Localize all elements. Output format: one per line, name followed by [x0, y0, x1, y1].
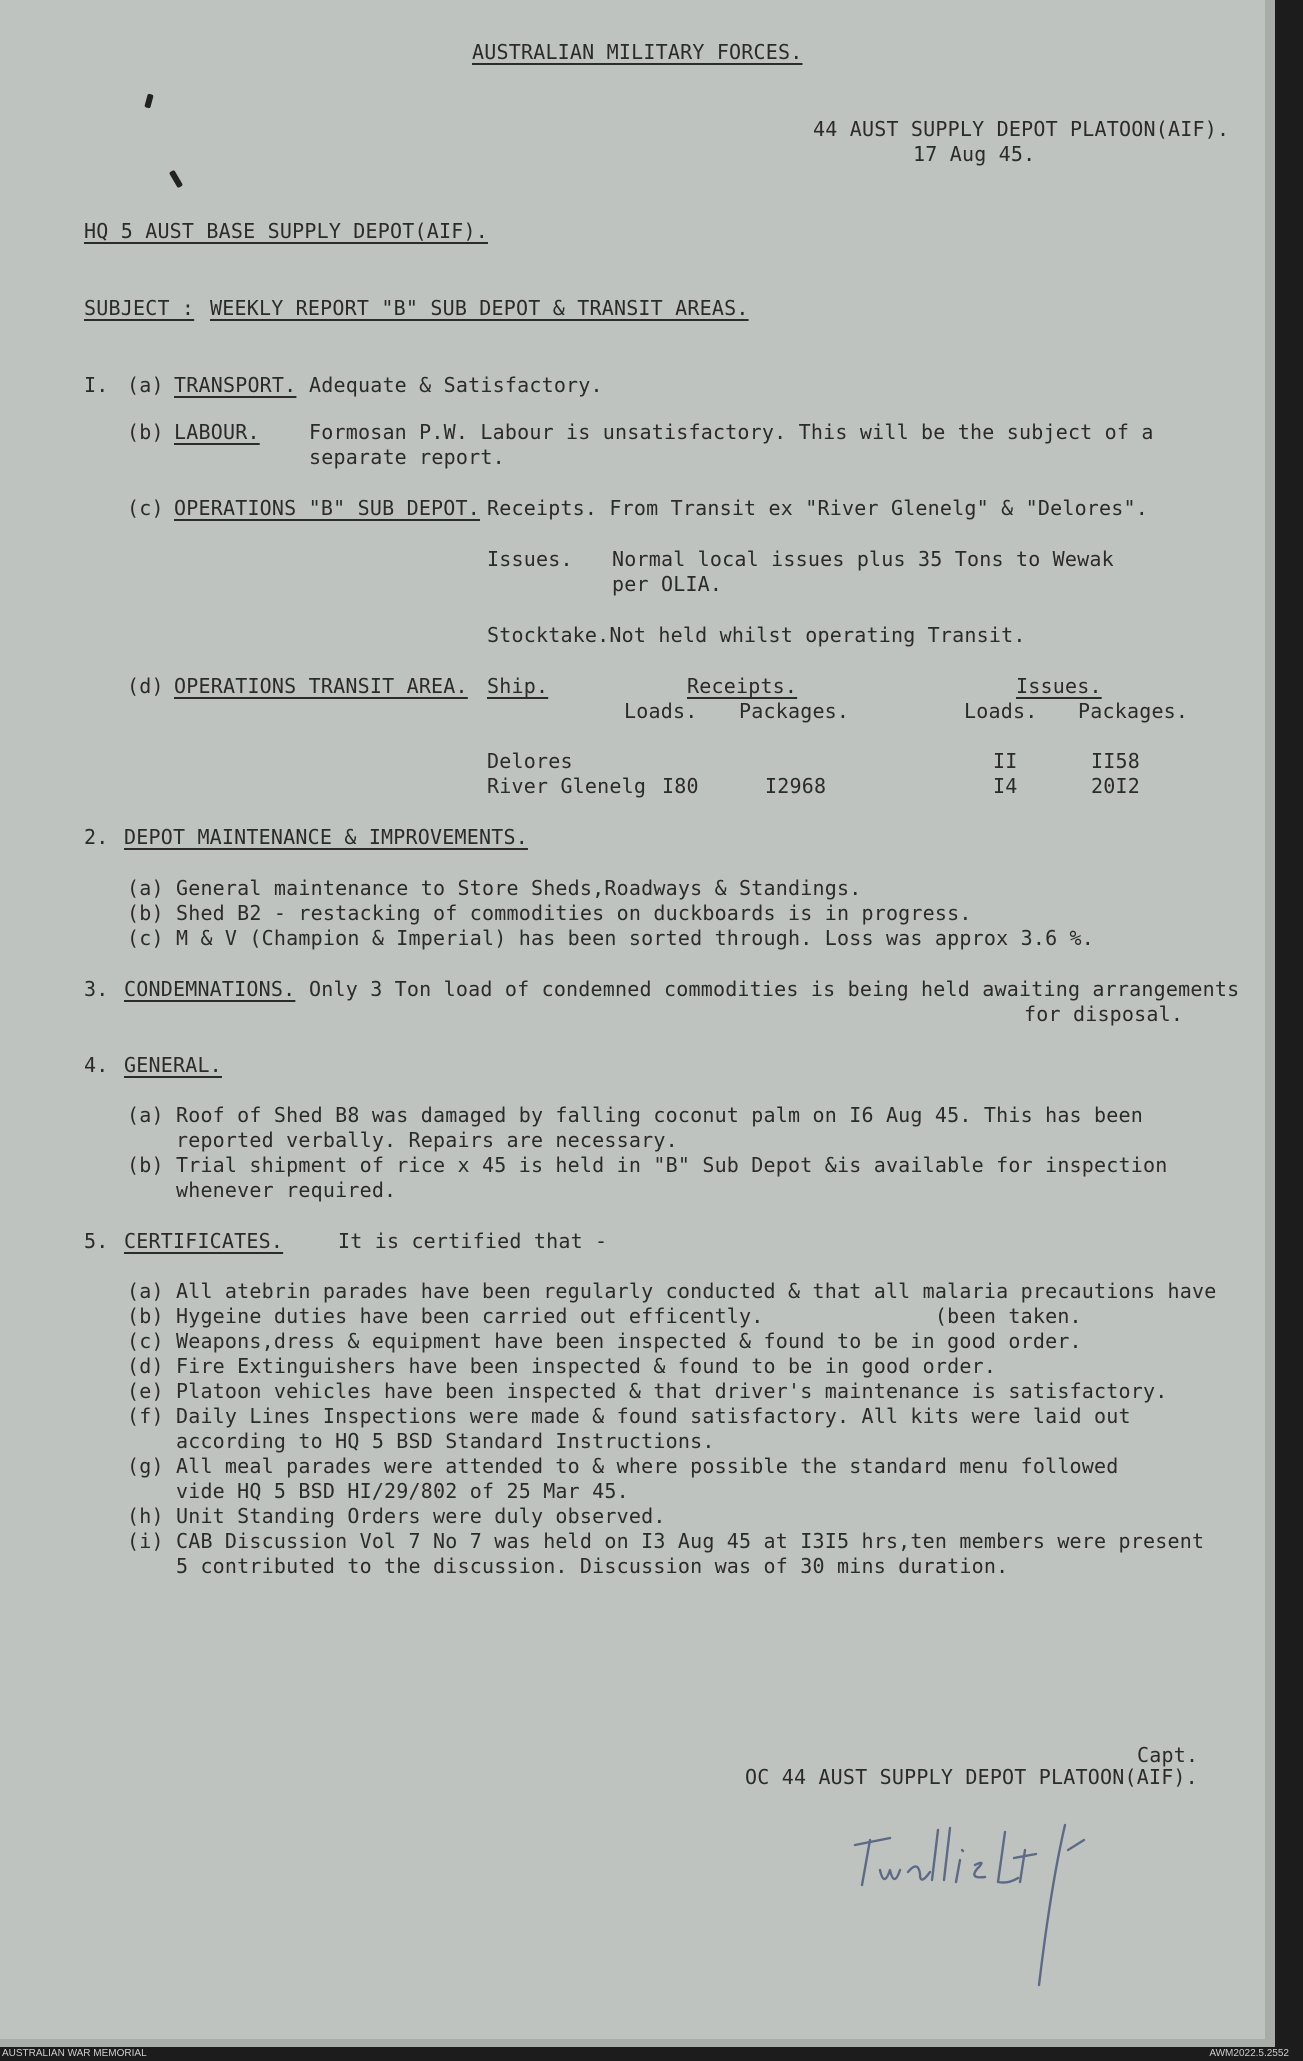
- section-1c-stocktake: Stocktake.Not held whilst operating Transit.: [487, 623, 1026, 647]
- section-1d-letter: (d): [127, 674, 164, 698]
- section-5-line: 5 contributed to the discussion. Discussion was of 30 mins duration.: [127, 1554, 1009, 1578]
- section-5-line: (d) Fire Extinguishers have been inspected & found to be in good order.: [127, 1354, 997, 1378]
- transit-ship-header: Ship.: [487, 674, 549, 698]
- section-4-line: (a) Roof of Shed B8 was damaged by falling coconut palm on I6 Aug 45. This has been: [127, 1103, 1144, 1127]
- section-5-line: (f) Daily Lines Inspections were made & found satisfactory. All kits were laid out: [127, 1404, 1131, 1428]
- section-5-line: (c) Weapons,dress & equipment have been inspected & found to be in good order.: [127, 1329, 1082, 1353]
- section-4-heading: GENERAL.: [124, 1053, 222, 1077]
- section-5-line: (h) Unit Standing Orders were duly observed.: [127, 1504, 666, 1528]
- section-1c-issues-line: per OLIA.: [612, 572, 723, 596]
- ink-mark: [144, 93, 153, 108]
- transit-receipts-loads-header: Loads.: [624, 699, 698, 723]
- transit-receipts-packages-header: Packages.: [739, 699, 850, 723]
- section-5-line: vide HQ 5 BSD HI/29/802 of 25 Mar 45.: [127, 1479, 629, 1503]
- section-1b-line: separate report.: [309, 445, 505, 469]
- section-4-line: whenever required.: [127, 1178, 397, 1202]
- section-1a-text: Adequate & Satisfactory.: [309, 373, 603, 397]
- section-5-line: (i) CAB Discussion Vol 7 No 7 was held on I3 Aug 45 at I3I5 hrs,ten members were present: [127, 1529, 1205, 1553]
- section-1b-heading: LABOUR.: [174, 420, 260, 444]
- handwritten-signature: [850, 1810, 1210, 2010]
- section-4-number: 4.: [84, 1053, 109, 1077]
- page-edge-bottom: [0, 2039, 1275, 2047]
- section-4-line: reported verbally. Repairs are necessary.: [127, 1128, 678, 1152]
- section-1-number: I.: [84, 373, 109, 397]
- transit-issue-loads: I4: [993, 774, 1018, 798]
- transit-issue-loads: II: [993, 749, 1018, 773]
- transit-ship: Delores: [487, 749, 573, 773]
- section-1d-heading: OPERATIONS TRANSIT AREA.: [174, 674, 468, 698]
- document-date: 17 Aug 45.: [913, 142, 1036, 166]
- section-1c-letter: (c): [127, 496, 164, 520]
- footer-credit: AUSTRALIAN WAR MEMORIAL: [2, 2048, 147, 2059]
- page-edge-right: [1265, 0, 1275, 2047]
- section-2-item: (b) Shed B2 - restacking of commodities on duckboards is in progress.: [127, 901, 972, 925]
- section-3-line: for disposal.: [1024, 1002, 1184, 1026]
- section-3-heading: CONDEMNATIONS.: [124, 977, 296, 1001]
- section-1b-letter: (b): [127, 420, 164, 444]
- section-5-line: (e) Platoon vehicles have been inspected & that driver's maintenance is satisfactory.: [127, 1379, 1168, 1403]
- transit-issue-packages: II58: [1091, 749, 1140, 773]
- transit-ship: River Glenelg: [487, 774, 647, 798]
- section-1c-issues-label: Issues.: [487, 547, 573, 571]
- section-2-item: (c) M & V (Champion & Imperial) has been sorted through. Loss was approx 3.6 %.: [127, 926, 1095, 950]
- section-5-line: (g) All meal parades were attended to & where possible the standard menu followed: [127, 1454, 1119, 1478]
- section-5-line: (b) Hygeine duties have been carried out efficently. (been taken.: [127, 1304, 1082, 1328]
- section-5-intro: It is certified that -: [338, 1229, 608, 1253]
- transit-issue-packages: 20I2: [1091, 774, 1140, 798]
- transit-issues-loads-header: Loads.: [964, 699, 1038, 723]
- section-2-number: 2.: [84, 825, 109, 849]
- section-1c-heading: OPERATIONS "B" SUB DEPOT.: [174, 496, 481, 520]
- transit-receipt-loads: I80: [662, 774, 699, 798]
- section-3-line: Only 3 Ton load of condemned commodities is being held awaiting arrangements: [309, 977, 1240, 1001]
- section-1c-receipts: Receipts. From Transit ex "River Glenelg" & "Delores".: [487, 496, 1149, 520]
- document-title: AUSTRALIAN MILITARY FORCES.: [472, 40, 803, 64]
- section-1b-line: Formosan P.W. Labour is unsatisfactory. This will be the subject of a: [309, 420, 1154, 444]
- section-5-line: according to HQ 5 BSD Standard Instructions.: [127, 1429, 715, 1453]
- section-5-number: 5.: [84, 1229, 109, 1253]
- unit-name: 44 AUST SUPPLY DEPOT PLATOON(AIF).: [813, 117, 1230, 141]
- transit-receipt-packages: I2968: [765, 774, 827, 798]
- section-2-heading: DEPOT MAINTENANCE & IMPROVEMENTS.: [124, 825, 528, 849]
- signatory-rank: Capt.: [1137, 1743, 1199, 1767]
- section-3-number: 3.: [84, 977, 109, 1001]
- section-1c-issues-line: Normal local issues plus 35 Tons to Wewak: [612, 547, 1114, 571]
- footer-accession-number: AWM2022.5.2552: [1209, 2048, 1289, 2059]
- section-5-line: (a) All atebrin parades have been regularly conducted & that all malaria precautions have: [127, 1279, 1217, 1303]
- section-4-line: (b) Trial shipment of rice x 45 is held in "B" Sub Depot &is available for inspection: [127, 1153, 1168, 1177]
- ink-mark: [169, 170, 183, 189]
- addressee: HQ 5 AUST BASE SUPPLY DEPOT(AIF).: [84, 219, 488, 243]
- signatory-title: OC 44 AUST SUPPLY DEPOT PLATOON(AIF).: [745, 1765, 1198, 1789]
- transit-receipts-header: Receipts.: [687, 674, 798, 698]
- section-1a-letter: (a): [127, 373, 164, 397]
- section-2-item: (a) General maintenance to Store Sheds,Roadways & Standings.: [127, 876, 862, 900]
- section-5-heading: CERTIFICATES.: [124, 1229, 284, 1253]
- transit-issues-packages-header: Packages.: [1078, 699, 1189, 723]
- section-1a-heading: TRANSPORT.: [174, 373, 297, 397]
- transit-issues-header: Issues.: [1016, 674, 1102, 698]
- subject-text: WEEKLY REPORT "B" SUB DEPOT & TRANSIT AREAS.: [210, 296, 749, 320]
- subject-label: SUBJECT :: [84, 296, 195, 320]
